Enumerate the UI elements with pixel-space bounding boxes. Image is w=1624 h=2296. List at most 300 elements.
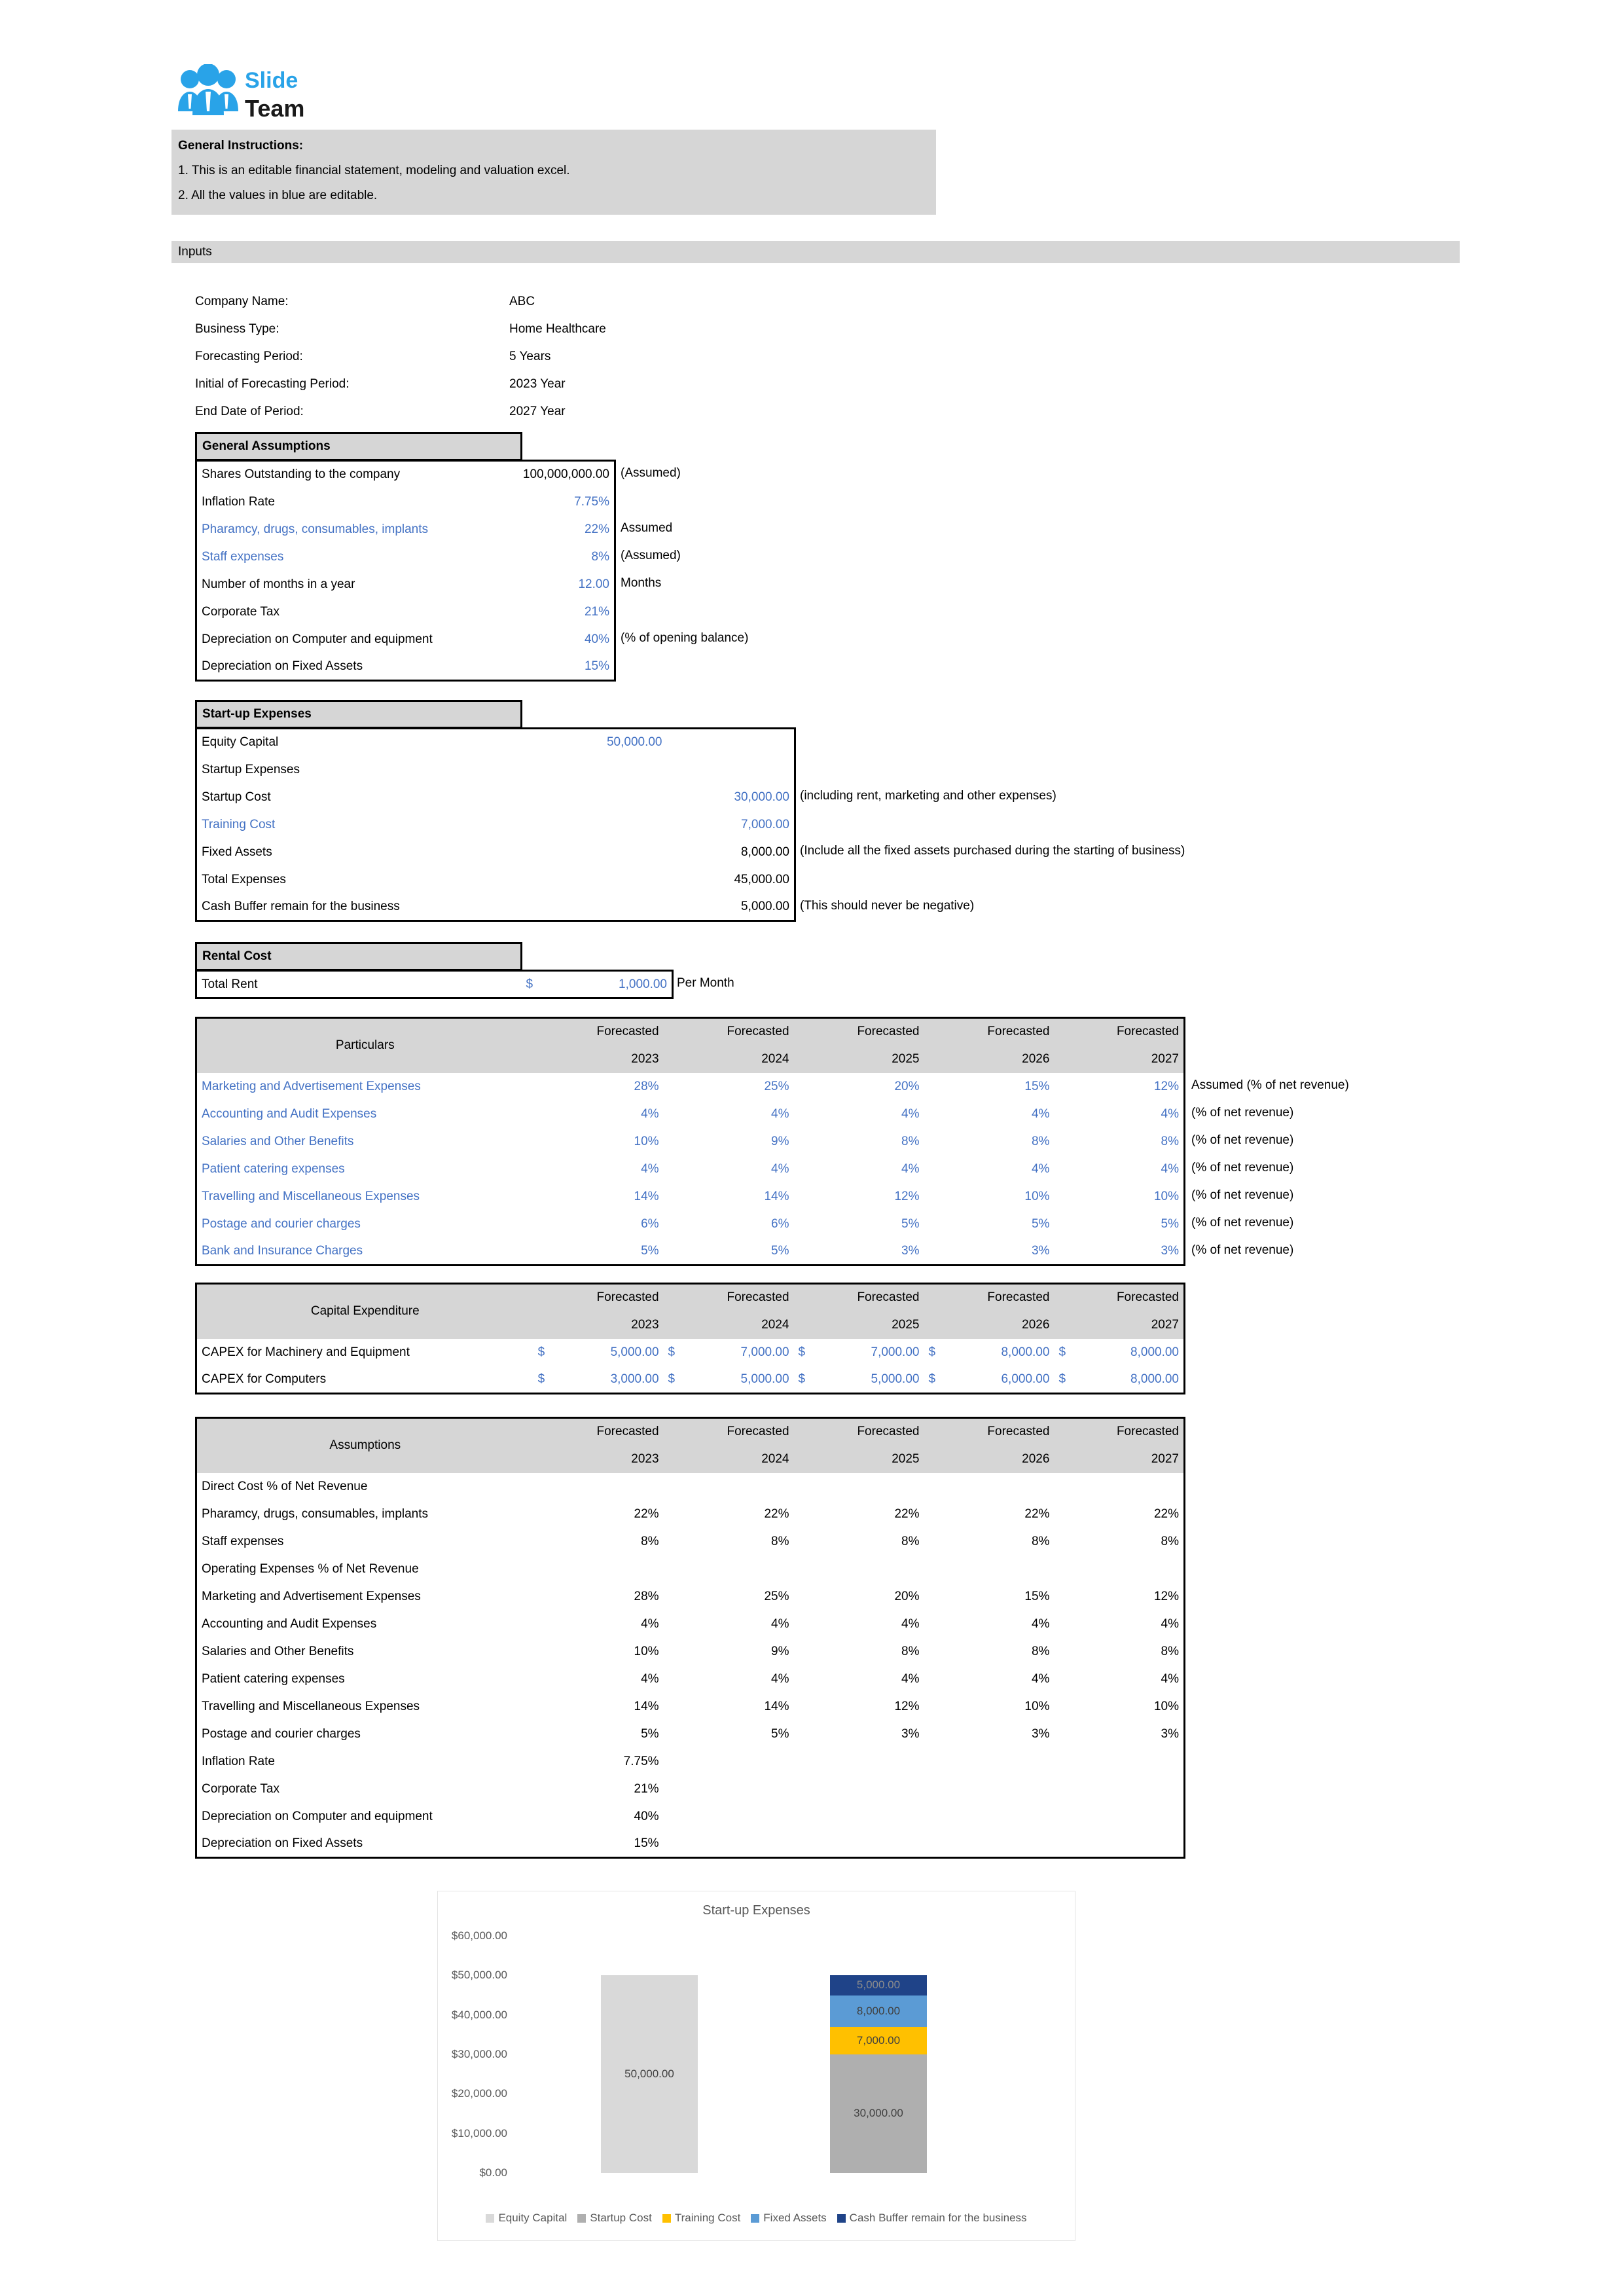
general-assumptions-title: General Assumptions xyxy=(195,432,522,461)
y-axis-tick-label: $30,000.00 xyxy=(451,2048,507,2060)
company-info-value[interactable]: 2023 Year xyxy=(509,377,566,391)
capex-currency: $ xyxy=(798,1345,806,1359)
particulars-value[interactable]: 4% xyxy=(1161,1161,1179,1176)
capex-currency: $ xyxy=(798,1372,806,1386)
startup-label: Total Expenses xyxy=(202,872,286,886)
assumptions-label: Marketing and Advertisement Expenses xyxy=(202,1589,421,1603)
legend-swatch xyxy=(486,2214,494,2223)
capex-amount: 5,000.00 xyxy=(871,1372,920,1386)
assumptions-value[interactable] xyxy=(664,1831,794,1858)
capex-currency: $ xyxy=(1058,1372,1066,1386)
capex-value-cell[interactable] xyxy=(533,1366,664,1394)
assumptions-value[interactable]: 22% xyxy=(634,1506,659,1521)
assumptions-value[interactable]: 22% xyxy=(1024,1506,1050,1521)
capex-value-cell[interactable] xyxy=(533,1339,664,1366)
capital-expenditure-table xyxy=(195,1283,1185,1394)
column-header-forecasted: Forecasted xyxy=(533,1018,664,1046)
chart-bar-1[interactable] xyxy=(601,1975,698,2173)
assumptions-value[interactable]: 22% xyxy=(764,1506,789,1521)
capex-value-cell[interactable] xyxy=(664,1366,794,1394)
table-row xyxy=(196,1183,1185,1211)
assumptions-value[interactable]: 10% xyxy=(1153,1699,1179,1713)
assumption-value[interactable]: 7.75% xyxy=(574,494,609,509)
assumptions-value[interactable] xyxy=(1054,1748,1184,1776)
particulars-value[interactable]: 4% xyxy=(771,1106,789,1121)
assumptions-value[interactable] xyxy=(794,1556,924,1583)
startup-label: Startup Cost xyxy=(202,790,271,804)
table-row xyxy=(196,729,795,756)
assumptions-value[interactable] xyxy=(1054,1776,1184,1803)
chart-legend xyxy=(438,2212,1075,2225)
assumption-note: Months xyxy=(621,576,662,590)
assumptions-value[interactable] xyxy=(924,1748,1054,1776)
particulars-value[interactable]: 5% xyxy=(771,1243,789,1258)
assumption-label: Number of months in a year xyxy=(202,577,355,591)
assumptions-value[interactable] xyxy=(664,1776,794,1803)
assumptions-value[interactable] xyxy=(664,1473,794,1501)
assumptions-value[interactable]: 8% xyxy=(1161,1534,1179,1548)
company-info-value[interactable]: 2027 Year xyxy=(509,405,566,418)
table-row xyxy=(196,1803,1185,1831)
assumptions-label: Corporate Tax xyxy=(202,1781,280,1796)
assumptions-value[interactable] xyxy=(794,1473,924,1501)
company-info-value[interactable]: 5 Years xyxy=(509,350,551,363)
column-header-year: 2023 xyxy=(533,1446,664,1473)
startup-value-col3[interactable]: 45,000.00 xyxy=(734,872,789,886)
assumptions-value[interactable]: 8% xyxy=(901,1644,920,1658)
assumptions-value[interactable]: 8% xyxy=(1161,1644,1179,1658)
assumption-label: Shares Outstanding to the company xyxy=(202,467,401,482)
assumption-value[interactable]: 22% xyxy=(584,522,609,536)
table-row xyxy=(196,1831,1185,1858)
rental-cost-title: Rental Cost xyxy=(195,942,522,971)
legend-item xyxy=(577,2212,652,2225)
capex-amount: 5,000.00 xyxy=(740,1372,789,1386)
particulars-value[interactable]: 3% xyxy=(901,1243,920,1258)
chart-segment xyxy=(830,1995,927,2027)
assumptions-value[interactable]: 28% xyxy=(634,1589,659,1603)
startup-label: Equity Capital xyxy=(202,735,279,750)
assumptions-value[interactable] xyxy=(533,1556,664,1583)
startup-value-col3[interactable] xyxy=(667,756,795,784)
particulars-value[interactable]: 10% xyxy=(1153,1189,1179,1203)
particulars-value[interactable]: 10% xyxy=(1024,1189,1050,1203)
table-row xyxy=(196,1366,1185,1394)
particulars-value[interactable]: 25% xyxy=(764,1079,789,1093)
table-row xyxy=(196,866,795,894)
table-header-row xyxy=(196,1018,1185,1046)
capex-value-cell[interactable] xyxy=(924,1339,1054,1366)
assumptions-title: Assumptions xyxy=(196,1418,533,1473)
assumptions-value[interactable]: 10% xyxy=(634,1644,659,1658)
capex-currency: $ xyxy=(928,1372,936,1386)
total-rent-currency[interactable]: $ xyxy=(526,977,533,991)
capex-currency: $ xyxy=(537,1345,545,1359)
capex-amount: 5,000.00 xyxy=(610,1345,659,1359)
assumptions-value[interactable] xyxy=(1054,1556,1184,1583)
column-header-forecasted: Forecasted xyxy=(1054,1418,1184,1446)
capex-amount: 3,000.00 xyxy=(610,1372,659,1386)
assumptions-value[interactable]: 8% xyxy=(771,1534,789,1548)
assumptions-value[interactable] xyxy=(924,1776,1054,1803)
legend-swatch xyxy=(577,2214,586,2223)
chart-segment-label: 5,000.00 xyxy=(856,1978,901,1992)
assumption-value[interactable]: 15% xyxy=(584,659,609,673)
particulars-value[interactable]: 4% xyxy=(901,1161,920,1176)
startup-value-col2[interactable] xyxy=(522,866,667,894)
assumption-note: (% of opening balance) xyxy=(621,631,749,645)
assumptions-group-header: Direct Cost % of Net Revenue xyxy=(202,1479,368,1493)
table-row xyxy=(196,1156,1185,1183)
particulars-label: Travelling and Miscellaneous Expenses xyxy=(202,1189,420,1203)
assumptions-value[interactable] xyxy=(664,1556,794,1583)
column-header-forecasted: Forecasted xyxy=(924,1418,1054,1446)
startup-value-col2[interactable] xyxy=(522,811,667,839)
assumptions-value[interactable]: 22% xyxy=(894,1506,920,1521)
company-info-row xyxy=(195,343,915,371)
table-row xyxy=(196,1556,1185,1583)
assumptions-value[interactable]: 4% xyxy=(641,1671,659,1686)
table-row xyxy=(196,598,615,626)
particulars-value[interactable]: 8% xyxy=(1161,1134,1179,1148)
y-axis-tick-label: $60,000.00 xyxy=(451,1929,507,1942)
column-header-forecasted: Forecasted xyxy=(794,1284,924,1311)
startup-value-col3[interactable]: 5,000.00 xyxy=(741,899,789,913)
particulars-note: (% of net revenue) xyxy=(1191,1161,1294,1175)
legend-swatch xyxy=(662,2214,671,2223)
assumptions-value[interactable]: 12% xyxy=(894,1699,920,1713)
particulars-value[interactable]: 8% xyxy=(1031,1134,1050,1148)
assumptions-value[interactable]: 15% xyxy=(1024,1589,1050,1603)
legend-label: Startup Cost xyxy=(590,2212,652,2224)
assumptions-value[interactable] xyxy=(1054,1831,1184,1858)
table-row xyxy=(196,1128,1185,1156)
assumptions-value[interactable]: 5% xyxy=(771,1726,789,1741)
assumptions-value[interactable]: 8% xyxy=(901,1534,920,1548)
startup-value-col2[interactable] xyxy=(522,756,667,784)
table-row xyxy=(196,653,615,681)
legend-item xyxy=(662,2212,740,2225)
startup-value-col3[interactable] xyxy=(667,729,795,756)
capex-value-cell[interactable] xyxy=(794,1339,924,1366)
capex-currency: $ xyxy=(1058,1345,1066,1359)
particulars-value[interactable]: 28% xyxy=(634,1079,659,1093)
company-info-key: Initial of Forecasting Period: xyxy=(195,377,350,391)
legend-swatch xyxy=(837,2214,846,2223)
assumptions-value[interactable] xyxy=(533,1473,664,1501)
slideteam-logo xyxy=(171,64,322,124)
capex-title: Capital Expenditure xyxy=(196,1284,533,1339)
particulars-value[interactable]: 3% xyxy=(1161,1243,1179,1258)
assumptions-value[interactable] xyxy=(794,1831,924,1858)
assumptions-label: Depreciation on Computer and equipment xyxy=(202,1809,433,1823)
table-header-row xyxy=(196,1284,1185,1311)
assumptions-value[interactable]: 25% xyxy=(764,1589,789,1603)
capex-amount: 8,000.00 xyxy=(1130,1345,1179,1359)
assumption-label: Pharamcy, drugs, consumables, implants xyxy=(202,522,429,536)
assumption-value[interactable]: 100,000,000.00 xyxy=(522,467,609,482)
svg-text:Team: Team xyxy=(245,95,305,122)
column-header-forecasted: Forecasted xyxy=(533,1284,664,1311)
column-header-year: 2024 xyxy=(664,1311,794,1339)
assumptions-value[interactable]: 4% xyxy=(1161,1671,1179,1686)
capex-value-cell[interactable] xyxy=(1054,1339,1184,1366)
assumptions-value[interactable] xyxy=(664,1748,794,1776)
assumptions-value[interactable]: 4% xyxy=(1031,1671,1050,1686)
table-row xyxy=(196,1638,1185,1666)
table-row xyxy=(196,756,795,784)
startup-value-col2[interactable]: 50,000.00 xyxy=(606,735,662,750)
rental-cost-table xyxy=(195,970,674,999)
particulars-value[interactable]: 20% xyxy=(894,1079,920,1093)
table-row xyxy=(196,839,795,866)
particulars-label: Postage and courier charges xyxy=(202,1216,361,1231)
assumption-note: (Assumed) xyxy=(621,466,681,480)
table-header-row xyxy=(196,1418,1185,1446)
inputs-section-banner xyxy=(171,241,1460,263)
assumptions-table xyxy=(195,1417,1185,1859)
assumption-value[interactable]: 8% xyxy=(591,549,609,564)
assumptions-value[interactable]: 10% xyxy=(1024,1699,1050,1713)
particulars-value[interactable]: 4% xyxy=(901,1106,920,1121)
assumptions-value[interactable] xyxy=(924,1556,1054,1583)
y-axis-tick-label: $50,000.00 xyxy=(451,1969,507,1982)
assumptions-label: Depreciation on Fixed Assets xyxy=(202,1836,363,1850)
assumptions-label: Pharamcy, drugs, consumables, implants xyxy=(202,1506,429,1521)
capex-value-cell[interactable] xyxy=(664,1339,794,1366)
chart-bar-2[interactable] xyxy=(830,1975,927,2173)
startup-label: Fixed Assets xyxy=(202,845,272,859)
assumptions-value[interactable]: 3% xyxy=(1031,1726,1050,1741)
particulars-value[interactable]: 5% xyxy=(1161,1216,1179,1231)
assumptions-value[interactable]: 4% xyxy=(771,1671,789,1686)
assumptions-value[interactable] xyxy=(664,1803,794,1831)
legend-label: Fixed Assets xyxy=(763,2212,827,2224)
assumptions-value[interactable]: 9% xyxy=(771,1644,789,1658)
particulars-value[interactable]: 12% xyxy=(1153,1079,1179,1093)
assumptions-label: Inflation Rate xyxy=(202,1754,275,1768)
company-info-value[interactable]: Home Healthcare xyxy=(509,322,606,336)
startup-expenses-chart xyxy=(437,1891,1075,2241)
assumptions-value[interactable]: 14% xyxy=(764,1699,789,1713)
table-row xyxy=(196,1748,1185,1776)
y-axis-tick-label: $20,000.00 xyxy=(451,2087,507,2100)
table-row xyxy=(196,1101,1185,1128)
capex-label: CAPEX for Computers xyxy=(202,1372,327,1386)
particulars-value[interactable]: 4% xyxy=(771,1161,789,1176)
assumptions-value[interactable]: 4% xyxy=(1031,1616,1050,1631)
chart-segment xyxy=(601,1975,698,2173)
assumptions-value[interactable] xyxy=(924,1473,1054,1501)
particulars-value[interactable]: 4% xyxy=(1161,1106,1179,1121)
capex-amount: 6,000.00 xyxy=(1001,1372,1050,1386)
assumption-value[interactable]: 12.00 xyxy=(578,577,609,591)
startup-value-col3[interactable]: 7,000.00 xyxy=(741,817,789,831)
particulars-value[interactable]: 12% xyxy=(894,1189,920,1203)
assumptions-value[interactable]: 5% xyxy=(641,1726,659,1741)
assumptions-value[interactable]: 3% xyxy=(901,1726,920,1741)
assumptions-value[interactable]: 12% xyxy=(1153,1589,1179,1603)
table-row xyxy=(196,1583,1185,1611)
instructions-heading: General Instructions: xyxy=(178,139,304,153)
table-row xyxy=(196,1339,1185,1366)
company-info-key: End Date of Period: xyxy=(195,405,304,418)
startup-value-col3[interactable]: 8,000.00 xyxy=(741,845,789,859)
table-row xyxy=(196,1611,1185,1638)
table-row xyxy=(196,488,615,516)
table-row xyxy=(196,971,673,998)
table-row xyxy=(196,626,615,653)
assumptions-value[interactable] xyxy=(794,1748,924,1776)
assumptions-value[interactable]: 4% xyxy=(901,1671,920,1686)
particulars-label: Salaries and Other Benefits xyxy=(202,1134,354,1148)
particulars-value[interactable]: 6% xyxy=(641,1216,659,1231)
total-rent-value[interactable]: 1,000.00 xyxy=(619,977,667,991)
capex-value-cell[interactable] xyxy=(924,1366,1054,1394)
assumption-label: Depreciation on Computer and equipment xyxy=(202,632,433,646)
capex-currency: $ xyxy=(668,1372,676,1386)
particulars-note: (% of net revenue) xyxy=(1191,1243,1294,1257)
assumptions-value[interactable]: 8% xyxy=(641,1534,659,1548)
assumptions-value[interactable]: 4% xyxy=(1161,1616,1179,1631)
particulars-value[interactable]: 5% xyxy=(641,1243,659,1258)
column-header-forecasted: Forecasted xyxy=(924,1284,1054,1311)
column-header-forecasted: Forecasted xyxy=(1054,1018,1184,1046)
particulars-value[interactable]: 5% xyxy=(1031,1216,1050,1231)
assumptions-value[interactable]: 7.75% xyxy=(623,1754,659,1768)
particulars-value[interactable]: 4% xyxy=(1031,1106,1050,1121)
assumptions-value[interactable]: 3% xyxy=(1161,1726,1179,1741)
capex-amount: 7,000.00 xyxy=(871,1345,920,1359)
assumptions-value[interactable]: 4% xyxy=(641,1616,659,1631)
particulars-value[interactable]: 8% xyxy=(901,1134,920,1148)
legend-label: Cash Buffer remain for the business xyxy=(849,2212,1027,2224)
column-header-forecasted: Forecasted xyxy=(664,1284,794,1311)
column-header-year: 2026 xyxy=(924,1311,1054,1339)
particulars-value[interactable]: 4% xyxy=(1031,1161,1050,1176)
assumptions-label: Salaries and Other Benefits xyxy=(202,1644,354,1658)
particulars-value[interactable]: 9% xyxy=(771,1134,789,1148)
assumptions-value[interactable]: 8% xyxy=(1031,1534,1050,1548)
assumptions-value[interactable]: 21% xyxy=(634,1781,659,1796)
startup-value-col2[interactable] xyxy=(522,894,667,921)
table-row xyxy=(196,571,615,598)
legend-label: Equity Capital xyxy=(498,2212,568,2224)
assumptions-value[interactable]: 40% xyxy=(634,1809,659,1823)
assumption-label: Inflation Rate xyxy=(202,494,275,509)
assumptions-value[interactable]: 8% xyxy=(1031,1644,1050,1658)
assumptions-value[interactable] xyxy=(1054,1473,1184,1501)
assumption-note: (Assumed) xyxy=(621,549,681,562)
assumptions-value[interactable]: 4% xyxy=(901,1616,920,1631)
column-header-year: 2025 xyxy=(794,1046,924,1073)
column-header-year: 2026 xyxy=(924,1046,1054,1073)
startup-value-col2[interactable] xyxy=(522,784,667,811)
y-axis-tick-label: $40,000.00 xyxy=(451,2008,507,2021)
chart-plot-area xyxy=(451,1929,1026,2179)
assumptions-value[interactable]: 14% xyxy=(634,1699,659,1713)
table-row xyxy=(196,1693,1185,1721)
assumptions-value[interactable] xyxy=(794,1803,924,1831)
particulars-value[interactable]: 14% xyxy=(634,1189,659,1203)
legend-item xyxy=(486,2212,567,2225)
column-header-year: 2023 xyxy=(533,1311,664,1339)
particulars-value[interactable]: 4% xyxy=(641,1161,659,1176)
assumption-note: Assumed xyxy=(621,521,673,535)
company-info-row xyxy=(195,316,915,343)
assumptions-label: Travelling and Miscellaneous Expenses xyxy=(202,1699,420,1713)
particulars-label: Accounting and Audit Expenses xyxy=(202,1106,377,1121)
column-header-forecasted: Forecasted xyxy=(794,1418,924,1446)
assumptions-value[interactable]: 4% xyxy=(771,1616,789,1631)
particulars-value[interactable]: 10% xyxy=(634,1134,659,1148)
particulars-value[interactable]: 3% xyxy=(1031,1243,1050,1258)
startup-note: (This should never be negative) xyxy=(800,899,975,913)
capex-value-cell[interactable] xyxy=(794,1366,924,1394)
assumptions-label: Patient catering expenses xyxy=(202,1671,345,1686)
chart-segment-label: 30,000.00 xyxy=(854,2107,903,2120)
instructions-line-1: 1. This is an editable financial statement, modeling and valuation excel. xyxy=(178,164,570,177)
company-info-row xyxy=(195,288,915,316)
company-info-row xyxy=(195,398,915,426)
particulars-table xyxy=(195,1017,1185,1266)
general-assumptions-table xyxy=(195,460,616,682)
assumptions-value[interactable] xyxy=(794,1776,924,1803)
assumptions-value[interactable]: 15% xyxy=(634,1836,659,1850)
startup-value-col2[interactable] xyxy=(522,839,667,866)
particulars-value[interactable]: 6% xyxy=(771,1216,789,1231)
column-header-forecasted: Forecasted xyxy=(533,1418,664,1446)
assumptions-value[interactable]: 22% xyxy=(1153,1506,1179,1521)
capex-currency: $ xyxy=(537,1372,545,1386)
company-info-value[interactable]: ABC xyxy=(509,295,535,308)
table-row xyxy=(196,461,615,488)
startup-note: (Include all the fixed assets purchased during the starting of business) xyxy=(800,844,1185,858)
assumptions-value[interactable] xyxy=(924,1803,1054,1831)
column-header-year: 2025 xyxy=(794,1311,924,1339)
assumptions-value[interactable] xyxy=(924,1831,1054,1858)
assumption-value[interactable]: 40% xyxy=(584,632,609,646)
chart-segment-label: 7,000.00 xyxy=(856,2033,901,2047)
particulars-value[interactable]: 14% xyxy=(764,1189,789,1203)
assumptions-value[interactable]: 20% xyxy=(894,1589,920,1603)
table-row xyxy=(196,1721,1185,1748)
assumptions-group-header: Operating Expenses % of Net Revenue xyxy=(202,1561,419,1576)
legend-label: Training Cost xyxy=(674,2212,741,2224)
assumptions-value[interactable] xyxy=(1054,1803,1184,1831)
company-info-key: Company Name: xyxy=(195,295,289,308)
particulars-label: Marketing and Advertisement Expenses xyxy=(202,1079,421,1093)
table-row xyxy=(196,894,795,921)
startup-label: Startup Expenses xyxy=(202,762,300,776)
table-row xyxy=(196,516,615,543)
assumptions-label: Accounting and Audit Expenses xyxy=(202,1616,377,1631)
chart-segment-label: 8,000.00 xyxy=(856,2004,901,2017)
table-row xyxy=(196,1776,1185,1803)
total-rent-label: Total Rent xyxy=(202,977,258,991)
particulars-value[interactable]: 15% xyxy=(1024,1079,1050,1093)
particulars-label: Patient catering expenses xyxy=(202,1161,345,1176)
capex-currency: $ xyxy=(928,1345,936,1359)
assumption-label: Staff expenses xyxy=(202,549,284,564)
particulars-value[interactable]: 5% xyxy=(901,1216,920,1231)
particulars-value[interactable]: 4% xyxy=(641,1106,659,1121)
particulars-label: Bank and Insurance Charges xyxy=(202,1243,363,1258)
assumption-value[interactable]: 21% xyxy=(584,604,609,619)
company-info-block xyxy=(195,288,915,426)
startup-value-col3[interactable]: 30,000.00 xyxy=(734,790,789,804)
capex-value-cell[interactable] xyxy=(1054,1366,1184,1394)
